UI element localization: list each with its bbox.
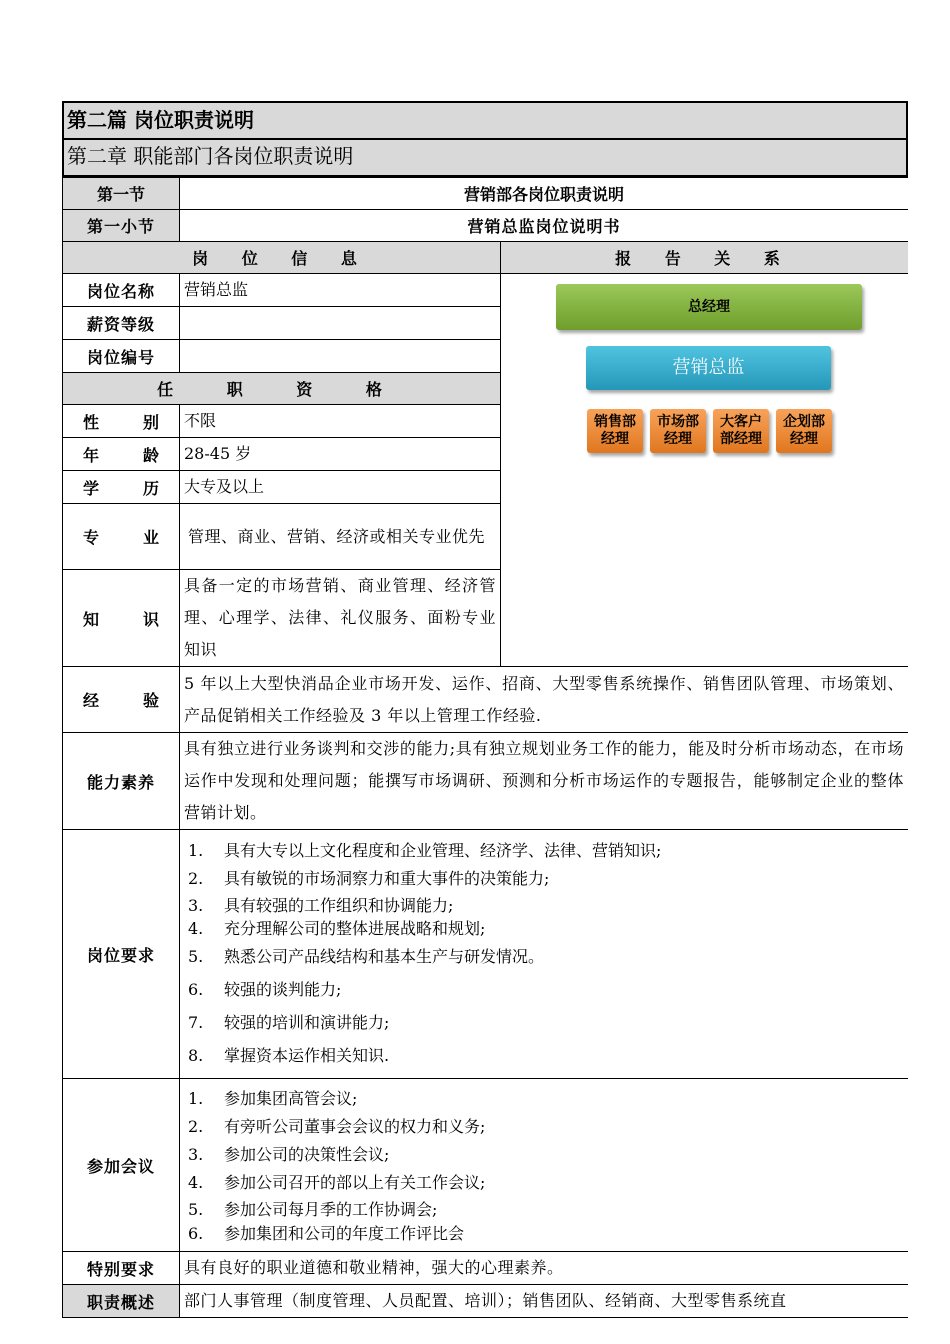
duties-value: 部门人事管理（制度管理、人员配置、培训）；销售团队、经销商、大型零售系统直	[180, 1285, 909, 1318]
org-general-manager: 总经理	[556, 284, 862, 330]
list-item: 1. 具有大专以上文化程度和企业管理、经济学、法律、营销知识;	[188, 840, 662, 860]
reporting-cell	[501, 274, 909, 504]
duties-label: 职责概述	[63, 1285, 180, 1318]
requirements-label: 岗位要求	[63, 830, 180, 1079]
age-label: 年 龄	[63, 438, 180, 471]
knowledge-label: 知 识	[63, 570, 180, 667]
experience-label: 经 验	[63, 667, 180, 733]
major-label: 专 业	[63, 504, 180, 570]
chapter-title: 第二章 职能部门各岗位职责说明	[62, 140, 908, 177]
ability-value: 具有独立进行业务谈判和交涉的能力;具有独立规划业务工作的能力，能及时分析市场动态，在市场运作中发现和处理问题；能撰写市场调研、预测和分析市场运作的专题报告，能够制定企业的整体营销计划。	[180, 733, 909, 830]
list-item: 6. 参加集团和公司的年度工作评比会	[188, 1224, 465, 1243]
reporting-header: 报 告 关 系	[501, 242, 909, 274]
org-market-manager: 市场部 经理	[650, 409, 706, 453]
gender-value: 不限	[180, 405, 501, 438]
list-item: 4. 参加公司召开的部以上有关工作会议;	[188, 1173, 486, 1192]
list-item: 7. 较强的培训和演讲能力;	[188, 1012, 390, 1032]
position-code-label: 岗位编号	[63, 340, 180, 373]
section-title: 营销部各岗位职责说明	[180, 178, 909, 210]
salary-value	[180, 307, 501, 340]
special-label: 特别要求	[63, 1252, 180, 1285]
salary-label: 薪资等级	[63, 307, 180, 340]
knowledge-value: 具备一定的市场营销、商业管理、经济管理、心理学、法律、礼仪服务、面粉专业知识	[180, 570, 501, 667]
position-name-value: 营销总监	[180, 274, 501, 307]
education-label: 学 历	[63, 471, 180, 504]
list-item: 8. 掌握资本运作相关知识.	[188, 1045, 390, 1065]
subsection-label: 第一小节	[63, 210, 180, 242]
org-marketing-director: 营销总监	[586, 346, 831, 390]
education-value: 大专及以上	[180, 471, 501, 504]
qualifications-header: 任 职 资 格	[63, 373, 501, 405]
job-description-document	[62, 101, 908, 1344]
special-value: 具有良好的职业道德和敬业精神，强大的心理素养。	[180, 1252, 909, 1285]
position-code-value	[180, 340, 501, 373]
list-item: 5. 熟悉公司产品线结构和基本生产与研发情况。	[188, 946, 545, 966]
section-label: 第一节	[63, 178, 180, 210]
job-table	[62, 177, 908, 1318]
list-item: 1. 参加集团高管会议;	[188, 1089, 358, 1108]
meetings-cell	[180, 1079, 909, 1252]
requirements-list	[180, 837, 908, 1072]
list-item: 5. 参加公司每月季的工作协调会;	[188, 1200, 438, 1219]
position-name-label: 岗位名称	[63, 274, 180, 307]
list-item: 3. 具有较强的工作组织和协调能力;	[188, 895, 454, 915]
list-item: 2. 有旁听公司董事会会议的权力和义务;	[188, 1117, 486, 1136]
experience-value: 5 年以上大型快消品企业市场开发、运作、招商、大型零售系统操作、销售团队管理、市场策划、产品促销相关工作经验及 3 年以上管理工作经验.	[180, 667, 909, 733]
ability-label: 能力素养	[63, 733, 180, 830]
list-item: 6. 较强的谈判能力;	[188, 979, 342, 999]
requirements-cell	[180, 830, 909, 1079]
gender-label: 性 别	[63, 405, 180, 438]
org-sales-manager: 销售部 经理	[587, 409, 643, 453]
list-item: 4. 充分理解公司的整体进展战略和规划;	[188, 918, 486, 938]
position-info-header: 岗 位 信 息	[63, 242, 501, 274]
age-value: 28-45 岁	[180, 438, 501, 471]
part-title: 第二篇 岗位职责说明	[62, 101, 908, 140]
major-value: 管理、商业、营销、经济或相关专业优先	[180, 504, 501, 570]
subsection-title: 营销总监岗位说明书	[180, 210, 909, 242]
org-planning-manager: 企划部 经理	[776, 409, 832, 453]
meetings-list	[180, 1085, 908, 1245]
reporting-filler	[501, 504, 909, 570]
org-key-account-manager: 大客户 部经理	[713, 409, 769, 453]
list-item: 3. 参加公司的决策性会议;	[188, 1145, 390, 1164]
list-item: 2. 具有敏锐的市场洞察力和重大事件的决策能力;	[188, 868, 550, 888]
meetings-label: 参加会议	[63, 1079, 180, 1252]
reporting-filler-2	[501, 570, 909, 667]
